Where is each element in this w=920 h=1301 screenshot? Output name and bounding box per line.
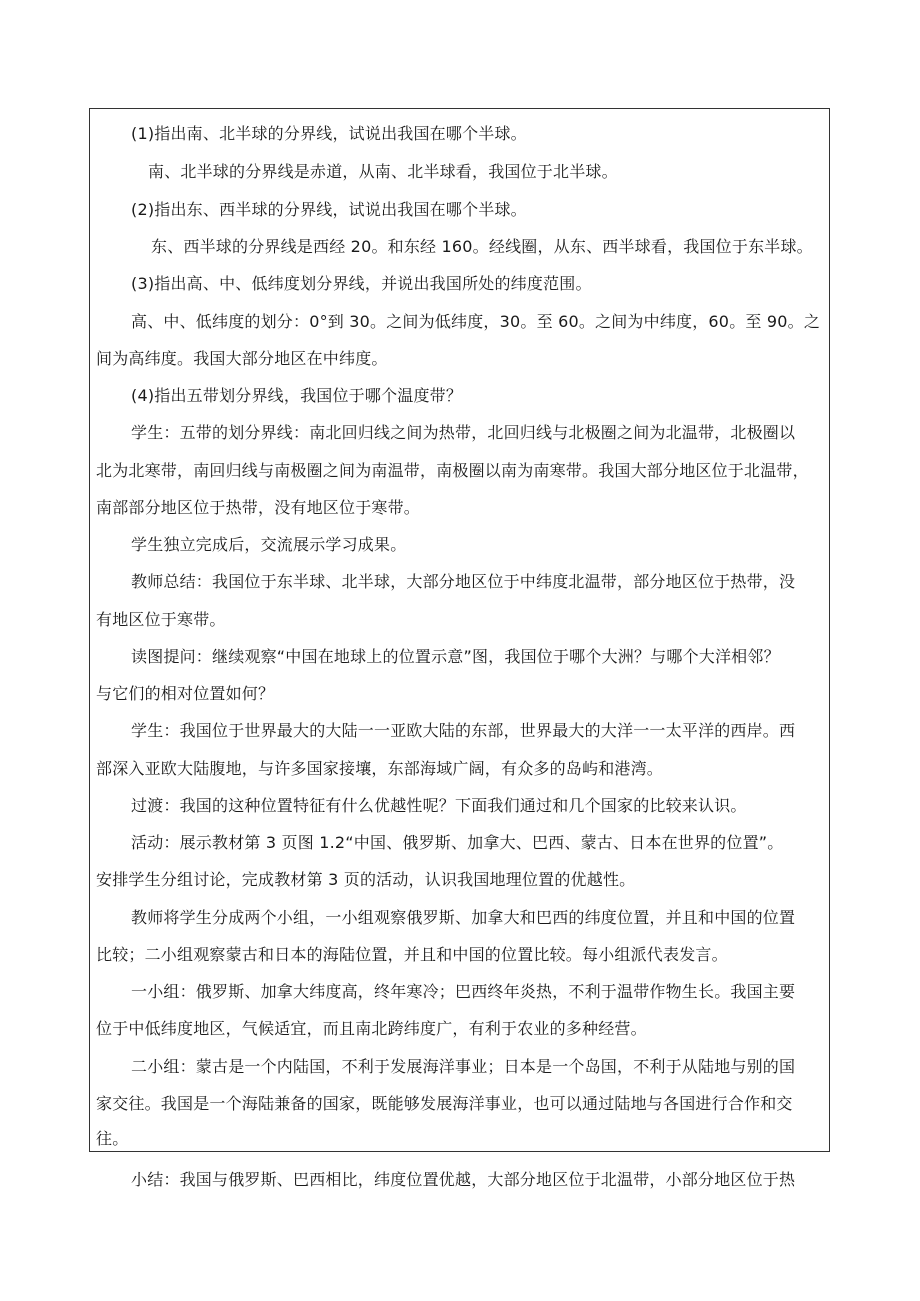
text-line: 东、西半球的分界线是西经 20。和东经 160。经线圈，从东、西半球看，我国位于东半球。 <box>151 237 813 256</box>
text-line: (1)指出南、北半球的分界线，试说出我国在哪个半球。 <box>131 124 527 143</box>
text-line: 间为高纬度。我国大部分地区在中纬度。 <box>96 349 388 368</box>
text-line: 南部部分地区位于热带，没有地区位于寒带。 <box>96 498 421 517</box>
text-line: 二小组：蒙古是一个内陆国，不利于发展海洋事业；日本是一个岛国，不利于从陆地与别的国 <box>131 1057 796 1076</box>
text-line: 小结：我国与俄罗斯、巴西相比，纬度位置优越，大部分地区位于北温带，小部分地区位于热 <box>131 1170 796 1189</box>
text-line: 往。 <box>96 1129 129 1148</box>
text-line: 安排学生分组讨论，完成教材第 3 页的活动，认识我国地理位置的优越性。 <box>96 870 636 889</box>
text-line: 一小组：俄罗斯、加拿大纬度高，终年寒冷；巴西终年炎热，不利于温带作物生长。我国主要 <box>131 982 796 1001</box>
text-line: (3)指出高、中、低纬度划分界线，并说出我国所处的纬度范围。 <box>131 274 592 293</box>
text-line: 南、北半球的分界线是赤道，从南、北半球看，我国位于北半球。 <box>148 162 618 181</box>
text-line: 教师总结：我国位于东半球、北半球，大部分地区位于中纬度北温带，部分地区位于热带，没 <box>131 572 796 591</box>
text-line: 比较；二小组观察蒙古和日本的海陆位置，并且和中国的位置比较。每小组派代表发言。 <box>96 945 728 964</box>
text-line: 部深入亚欧大陆腹地，与许多国家接壤，东部海域广阔，有众多的岛屿和港湾。 <box>96 759 664 778</box>
text-line: 有地区位于寒带。 <box>96 610 226 629</box>
text-line: 高、中、低纬度的划分：0°到 30。之间为低纬度，30。至 60。之间为中纬度，60。至 90。之 <box>131 312 821 331</box>
text-line: 学生独立完成后，交流展示学习成果。 <box>131 535 407 554</box>
text-line: 学生：五带的划分界线：南北回归线之间为热带，北回归线与北极圈之间为北温带，北极圈以 <box>131 423 796 442</box>
text-line: 读图提问：继续观察“中国在地球上的位置示意”图，我国位于哪个大洲？与哪个大洋相邻？ <box>131 647 780 666</box>
text-line: 学生：我国位于世界最大的大陆一一亚欧大陆的东部，世界最大的大洋一一太平洋的西岸。西 <box>131 721 796 740</box>
text-line: 北为北寒带，南回归线与南极圈之间为南温带，南极圈以南为南寒带。我国大部分地区位于北温带， <box>96 461 809 480</box>
text-line: (4)指出五带划分界线，我国位于哪个温度带？ <box>131 386 463 405</box>
text-line: 位于中低纬度地区，气候适宜，而且南北跨纬度广，有利于农业的多种经营。 <box>96 1019 647 1038</box>
text-line: (2)指出东、西半球的分界线，试说出我国在哪个半球。 <box>131 200 527 219</box>
text-line: 活动：展示教材第 3 页图 1.2“中国、俄罗斯、加拿大、巴西、蒙古、日本在世界的位置”。 <box>131 833 784 852</box>
text-line: 与它们的相对位置如何？ <box>96 684 275 703</box>
text-line: 家交往。我国是一个海陆兼备的国家，既能够发展海洋事业，也可以通过陆地与各国进行合作和交 <box>96 1094 793 1113</box>
text-line: 教师将学生分成两个小组，一小组观察俄罗斯、加拿大和巴西的纬度位置，并且和中国的位置 <box>131 908 796 927</box>
text-line: 过渡：我国的这种位置特征有什么优越性呢？下面我们通过和几个国家的比较来认识。 <box>131 796 747 815</box>
